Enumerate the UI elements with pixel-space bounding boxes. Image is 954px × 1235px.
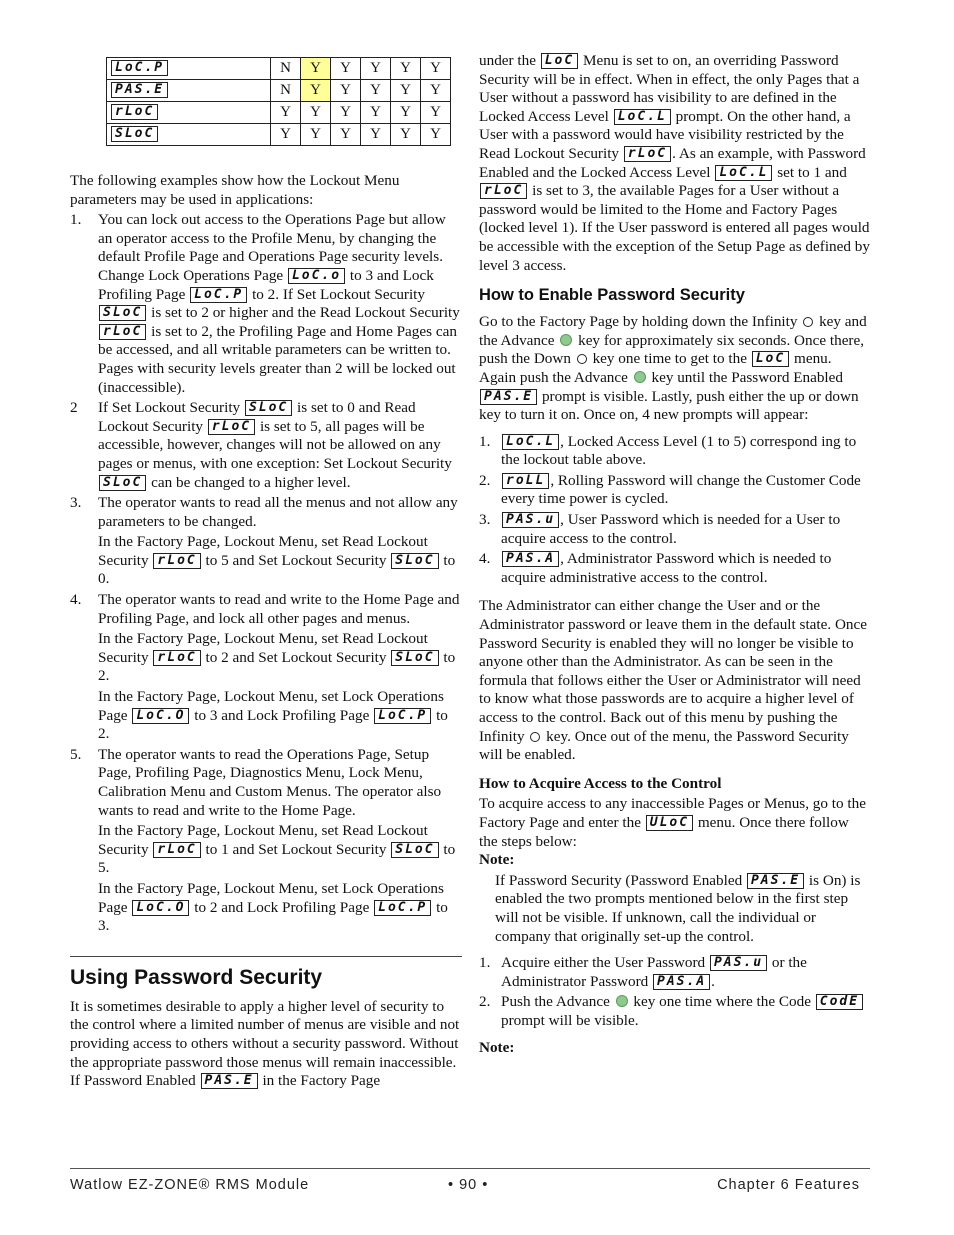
text-run: is set to 5, all pages will be accessible, however, changes will not be allowed on any pages or menus, with one exception: Set Lockout Security [98,417,452,472]
sub-paragraph [70,688,462,744]
text-run: to 2 and Set Lockout Security [201,648,391,666]
lockout-table [106,57,451,146]
item-number: 3. [479,511,491,529]
display-code: LoC [541,53,578,69]
text-run: prompt. On the other hand, a User with a password would have visibility restricted by the Read Lockout Security [479,107,851,162]
list-item [70,211,462,397]
table-cell: Y [421,80,451,102]
table-row [107,124,451,146]
password-security-paragraph [70,998,462,1091]
table-cell: N [271,80,301,102]
item-number: 5. [70,745,82,763]
display-code: rLoC [153,553,200,569]
text-run: in the Factory Page [258,1072,381,1090]
text-run: to 3 and Lock Profiling Page [98,266,434,303]
display-code: PAS.u [710,955,767,971]
table-cell: Y [361,80,391,102]
item-number: 2. [479,471,491,489]
table-cell: Y [361,124,391,146]
text-run: In the Factory Page, Lockout Menu, set Lock Operations Page [98,688,444,724]
display-code: SLoC [99,475,146,491]
enable-password-heading: How to Enable Password Security [479,286,745,305]
text-run: . [711,972,715,990]
table-cell: Y [271,124,301,146]
sub-paragraph [70,533,462,589]
display-code: CodE [816,994,863,1010]
list-item [479,993,871,1030]
advance-key-icon [634,371,646,383]
text-run: , Locked Access Level (1 to 5) correspond ing to the lockout table above. [501,432,857,469]
row-label [107,102,271,124]
text-run: key one time to get to the [588,350,751,368]
text-run: to 2. [98,648,456,685]
table-cell: Y [301,58,331,80]
display-code: LoC.o [288,268,345,284]
text-run: is set to 0 and Read Lockout Security [98,399,416,435]
display-code: SLoC [391,842,438,858]
text-run: prompt will be visible. [501,1011,639,1029]
text-run: , User Password which is needed for a User to acquire access to the control. [501,511,841,547]
item-number: 1. [479,432,491,450]
right-column [479,52,871,1057]
display-code: rLoC [624,146,671,162]
table-cell: Y [331,124,361,146]
text-run: Go to the Factory Page by holding down the Infinity [479,313,802,331]
text-run: In the Factory Page, Lockout Menu, set Read Lockout Security [98,822,428,858]
text-run: It is sometimes desirable to apply a higher level of security to the control where a limited number of menus are visible and not providing access to others without a security password. Without the appropriate password those menus will remain inaccessible. If Password Enabled [70,997,460,1090]
infinity-key-icon [803,317,813,327]
display-code: LoC.O [132,708,189,724]
display-code: SLoC [391,650,438,666]
table-cell: Y [391,102,421,124]
display-code: rLoC [153,650,200,666]
footer-rule [70,1168,870,1169]
text-run: key. Once out of the menu, the Password Security will be enabled. [479,727,849,764]
table-cell: Y [301,80,331,102]
display-code: PAS.E [747,873,804,889]
text-run: , Administrator Password which is needed to acquire administrative access to the control. [501,550,832,586]
item-number: 4. [70,591,82,609]
text-run: to 3 and Lock Profiling Page [190,706,374,724]
display-code: PAS.A [502,551,559,567]
note-label-2: Note: [479,1038,515,1056]
intro-paragraph: The following examples show how the Lockout Menu parameters may be used in applications: [70,172,400,208]
infinity-key-icon [530,732,540,742]
text-run: to 2 and Lock Profiling Page [190,898,374,916]
text-run: menu. Again push the Advance [479,350,832,386]
display-code: LoC.L [502,434,559,450]
table-row [107,58,451,80]
text-run: to 2. If Set Lockout Security [248,285,425,303]
display-code: SLoC [111,126,158,142]
display-code: rLoC [153,842,200,858]
text-run: If Set Lockout Security [98,399,244,417]
text-run: , Rolling Password will change the Customer Code every time power is cycled. [501,471,861,508]
text-run: In the Factory Page, Lockout Menu, set Read Lockout Security [98,533,428,569]
note-label: Note: [479,851,515,869]
footer-product: Watlow EZ-ZONE® RMS Module [70,1177,310,1193]
display-code: PAS.E [480,389,537,405]
sub-paragraph [70,880,462,936]
table-row [107,102,451,124]
item-number: 1. [479,954,491,972]
text-run: is On) is enabled the two prompts mentioned below in the first step will not be visible. If unknown, call the individual or company that originally set-up the control. [495,871,861,945]
advance-key-icon [616,995,628,1007]
sub-paragraph [70,630,462,686]
text-run: to 5 and Set Lockout Security [201,551,391,569]
table-cell: Y [361,58,391,80]
text-run: The operator wants to read all the menus and not allow any parameters to be changed. [98,494,458,530]
table-cell: Y [331,102,361,124]
acquire-paragraph [479,795,871,851]
table-cell: Y [421,102,451,124]
item-number: 1. [70,211,82,229]
item-number: 3. [70,494,82,512]
text-run: The operator wants to read and write to the Home Page and Profiling Page, and lock all other pages and menus. [98,591,460,627]
text-run: key one time where the Code [629,993,815,1011]
text-run: or the Administrator Password [501,954,807,990]
password-override-paragraph [479,52,871,275]
text-run: is set to 2, the Profiling Page and Home Pages can be accessed, and all writable parameters can be written to. Pages with security levels greater than 2 will be locked out (inaccessible). [98,322,457,396]
text-run: to 2. [98,706,448,743]
text-run: is set to 3, the available Pages for a User without a password would be limited to the Home and Factory Pages (locked level 1). If the User password is entered all pages would be accessible with the exception of the Setup Page as defined by level 3 access. [479,182,870,274]
list-item [70,591,462,628]
text-run: In the Factory Page, Lockout Menu, set Lock Operations Page [98,879,444,916]
text-run: prompt is visible. Lastly, push either the up or down key to turn it on. Once on, 4 new prompts will appear: [479,387,859,424]
administrator-paragraph [479,597,871,764]
table-cell: Y [421,58,451,80]
list-item [479,472,871,509]
table-cell: Y [301,124,331,146]
text-run: to 0. [98,551,456,588]
table-cell: Y [391,58,421,80]
list-item [479,954,871,991]
display-code: rLoC [480,183,527,199]
note-text [479,872,871,946]
table-cell: Y [421,124,451,146]
acquire-access-heading: How to Acquire Access to the Control [479,774,722,792]
text-run: To acquire access to any inaccessible Pages or Menus, go to the Factory Page and enter the [479,795,866,831]
text-run: key and the Advance [479,313,867,349]
row-label [107,58,271,80]
down-key-icon [577,354,587,364]
display-code: LoC.L [715,165,772,181]
table-cell: Y [331,58,361,80]
list-item [70,746,462,820]
display-code: ULoC [646,815,693,831]
table-cell: N [271,58,301,80]
table-row [107,80,451,102]
display-code: LoC.P [374,708,431,724]
list-item [479,433,871,470]
text-run: Menu is set to on, an overriding Password Security will be in effect. When in effect, the only Pages that a User without a password has visibility to are defined in the Locked Access Level [479,52,860,125]
display-code: PAS.E [201,1073,258,1089]
list-item [70,494,462,531]
item-number: 4. [479,550,491,568]
display-code: SLoC [245,400,292,416]
enable-steps-paragraph [479,313,871,425]
table-cell: Y [361,102,391,124]
text-run: set to 1 and [773,163,847,181]
table-cell: Y [331,80,361,102]
text-run: The Administrator can either change the User and or the Administrator password or leave them in the default state. Once Password Security is enabled they will no longer be visible to anyone other than the Administrator. As can be seen in the formula that follows either the User or Administrator will need to know what those passwords are to acquire a higher level of access to the control. Back out of this menu by pushing the Infinity [479,597,868,745]
text-run: menu. Once there follow the steps below: [479,813,849,850]
examples-list [70,211,462,936]
display-code: LoC.O [132,900,189,916]
display-code: PAS.E [111,82,168,98]
display-code: LoC.P [111,60,168,76]
text-run: to 3. [98,898,448,935]
row-label [107,80,271,102]
footer-chapter: Chapter 6 Features [717,1177,860,1193]
sub-paragraph [70,822,462,878]
table-cell: Y [301,102,331,124]
display-code: LoC.P [190,287,247,303]
display-code: PAS.A [653,974,710,990]
text-run: The operator wants to read the Operations Page, Setup Page, Profiling Page, Diagnostics Menu, Lock Menu, Calibration Menu and Custom Menus. The operator also wants to read and write to the Home Page. [98,745,442,819]
prompt-list [479,433,871,588]
advance-key-icon [560,334,572,346]
footer-page-number: • 90 • [448,1177,489,1193]
text-run: is set to 2 or higher and the Read Lockout Security [147,304,460,322]
list-item [479,550,871,587]
display-code: LoC [752,351,789,367]
display-code: roLL [502,473,549,489]
display-code: rLoC [99,324,146,340]
section-heading: Using Password Security [70,956,462,990]
list-item [70,399,462,492]
left-column [70,52,462,1091]
text-run: . As an example, with Password Enabled and the Locked Access Level [479,144,866,181]
table-cell: Y [391,124,421,146]
list-item [479,511,871,548]
text-run: under the [479,52,540,69]
text-run: can be changed to a higher level. [147,473,351,491]
item-number: 2 [70,399,78,417]
text-run: to 1 and Set Lockout Security [201,840,391,858]
display-code: SLoC [99,305,146,321]
display-code: rLoC [111,104,158,120]
text-run: to 5. [98,840,456,877]
text-run: In the Factory Page, Lockout Menu, set Read Lockout Security [98,630,428,666]
display-code: rLoC [208,419,255,435]
display-code: LoC.L [614,109,671,125]
row-label [107,124,271,146]
item-number: 2. [479,993,491,1011]
text-run: You can lock out access to the Operations Page but allow an operator access to the Profile Menu, by changing the default Profile Page and Operations Page security levels. Change Lock Operations Page [98,211,446,284]
table-cell: Y [391,80,421,102]
text-run: Push the Advance [501,993,614,1011]
acquire-steps-list [479,954,871,1030]
text-run: Acquire either the User Password [501,954,709,972]
display-code: SLoC [391,553,438,569]
text-run: key for approximately six seconds. Once there, push the Down [479,331,865,368]
display-code: LoC.P [374,900,431,916]
text-run: key until the Password Enabled [647,368,843,386]
text-run: If Password Security (Password Enabled [495,871,746,889]
display-code: PAS.u [502,512,559,528]
table-cell: Y [271,102,301,124]
